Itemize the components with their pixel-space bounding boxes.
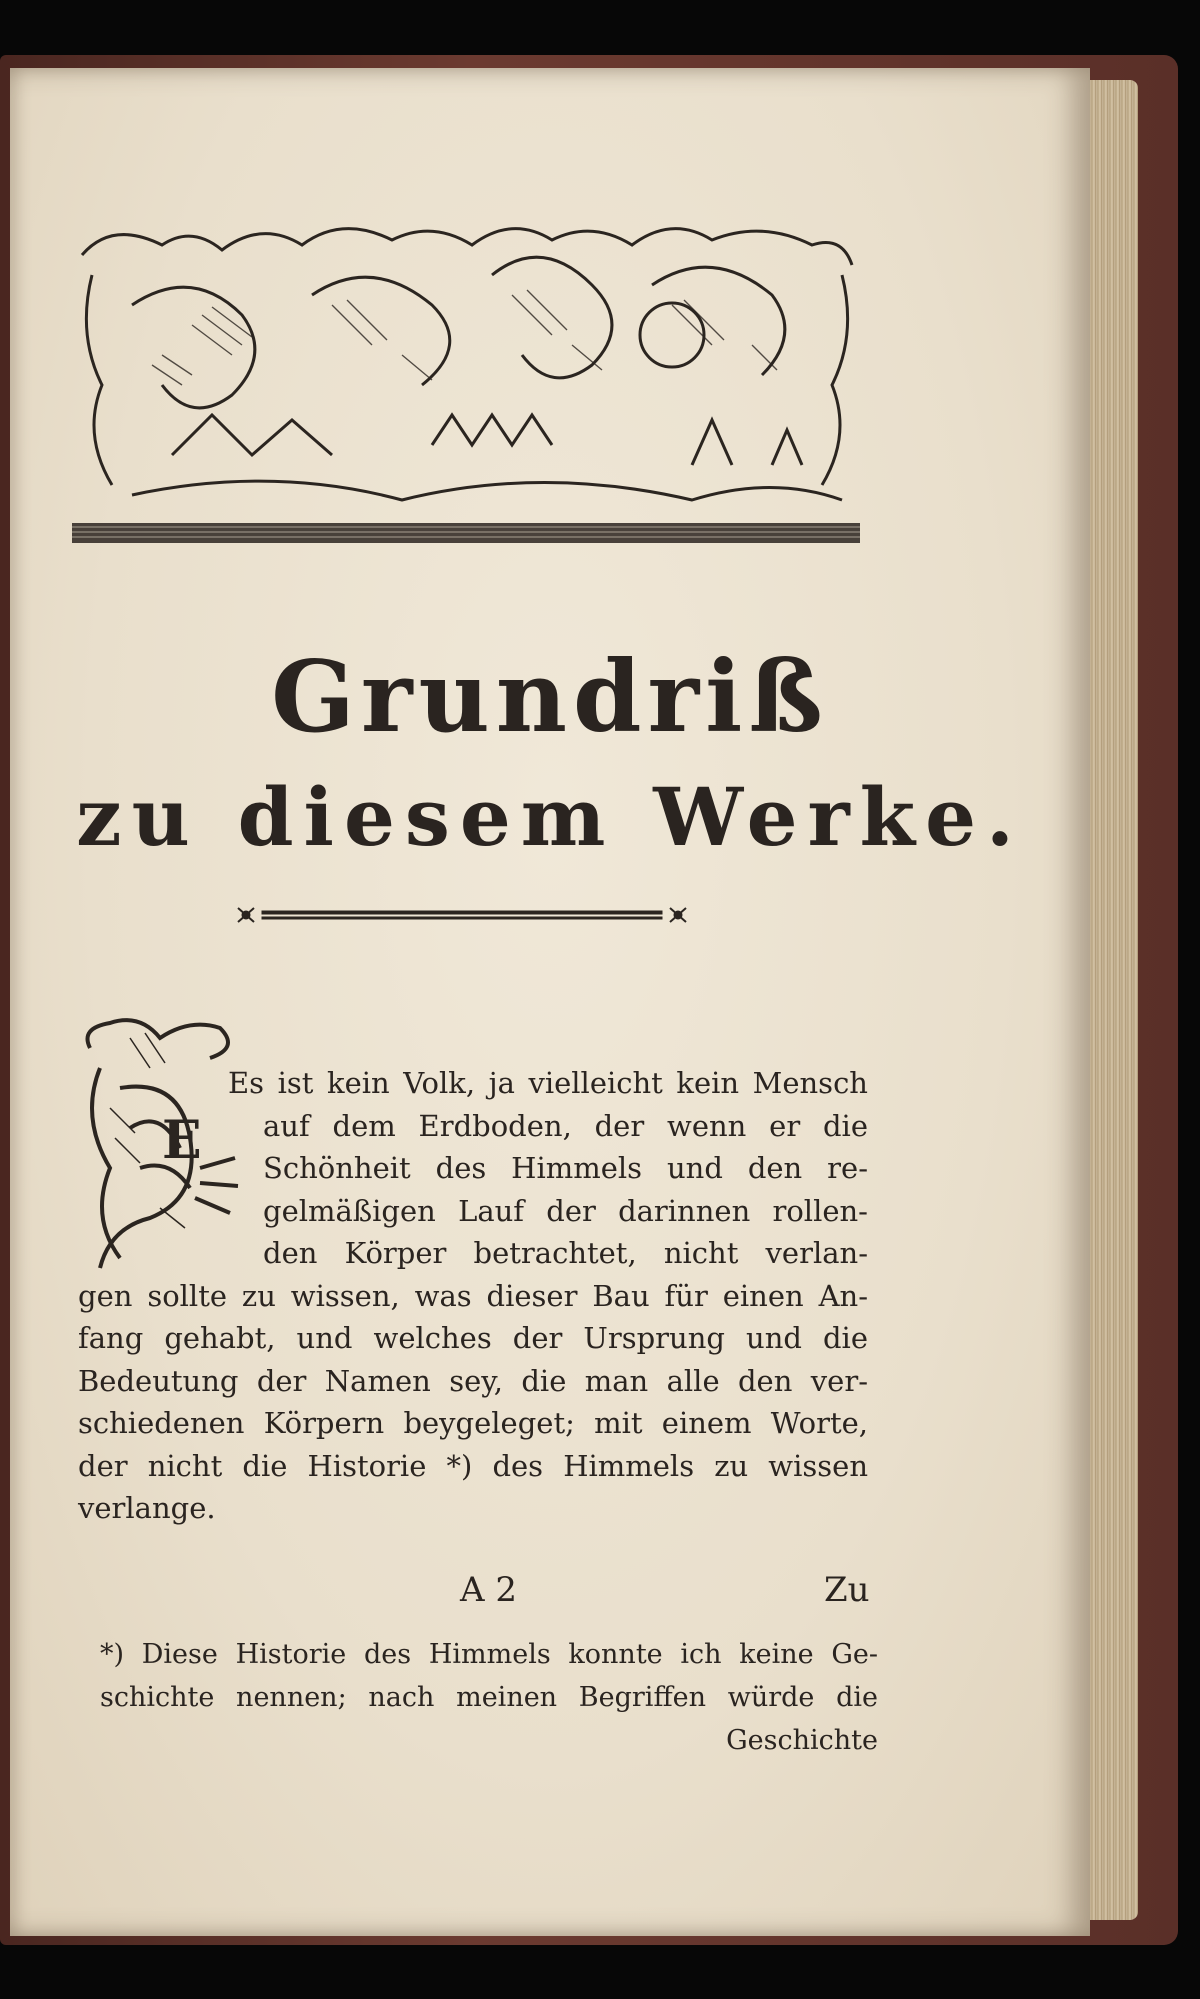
footnote-line: schichte nennen; nach meinen Begriffen würde die bbox=[100, 1682, 878, 1713]
signature-mark: A 2 bbox=[460, 1570, 517, 1610]
body-line: gelmäßigen Lauf der darinnen rollen- bbox=[263, 1193, 868, 1228]
body-line: Schönheit des Himmels und den re- bbox=[263, 1151, 868, 1185]
catchword: Zu bbox=[824, 1570, 870, 1610]
footnote bbox=[100, 1633, 878, 1762]
body-line: fang gehabt, und welches der Ursprung und die bbox=[78, 1321, 868, 1355]
body-line: auf dem Erdboden, der wenn er die bbox=[263, 1108, 868, 1143]
ornamental-rule bbox=[232, 900, 692, 930]
body-line: den Körper betrachtet, nicht verlan- bbox=[263, 1236, 868, 1270]
body-line: gen sollte zu wissen, was dieser Bau für einen An- bbox=[78, 1278, 868, 1313]
ornamental-headpiece bbox=[72, 215, 860, 550]
body-line: schiedenen Körpern beygeleget; mit einem Worte, bbox=[78, 1406, 868, 1440]
body-line: verlange. bbox=[78, 1491, 216, 1525]
body-line: Bedeutung der Namen sey, die man alle den ver- bbox=[78, 1363, 868, 1398]
body-line: der nicht die Historie *) des Himmels zu wissen bbox=[78, 1448, 868, 1483]
drop-cap-letter: E bbox=[162, 1110, 202, 1171]
page-title-line-1: Grundriß bbox=[271, 640, 829, 755]
footnote-line: Geschichte bbox=[726, 1725, 878, 1756]
page-title-line-2: zu diesem Werke. bbox=[76, 770, 1024, 864]
body-line: Es ist kein Volk, ja vielleicht kein Mensch bbox=[228, 1066, 868, 1100]
body-paragraph bbox=[78, 1062, 868, 1530]
footnote-line: *) Diese Historie des Himmels konnte ich keine Ge- bbox=[100, 1639, 878, 1670]
